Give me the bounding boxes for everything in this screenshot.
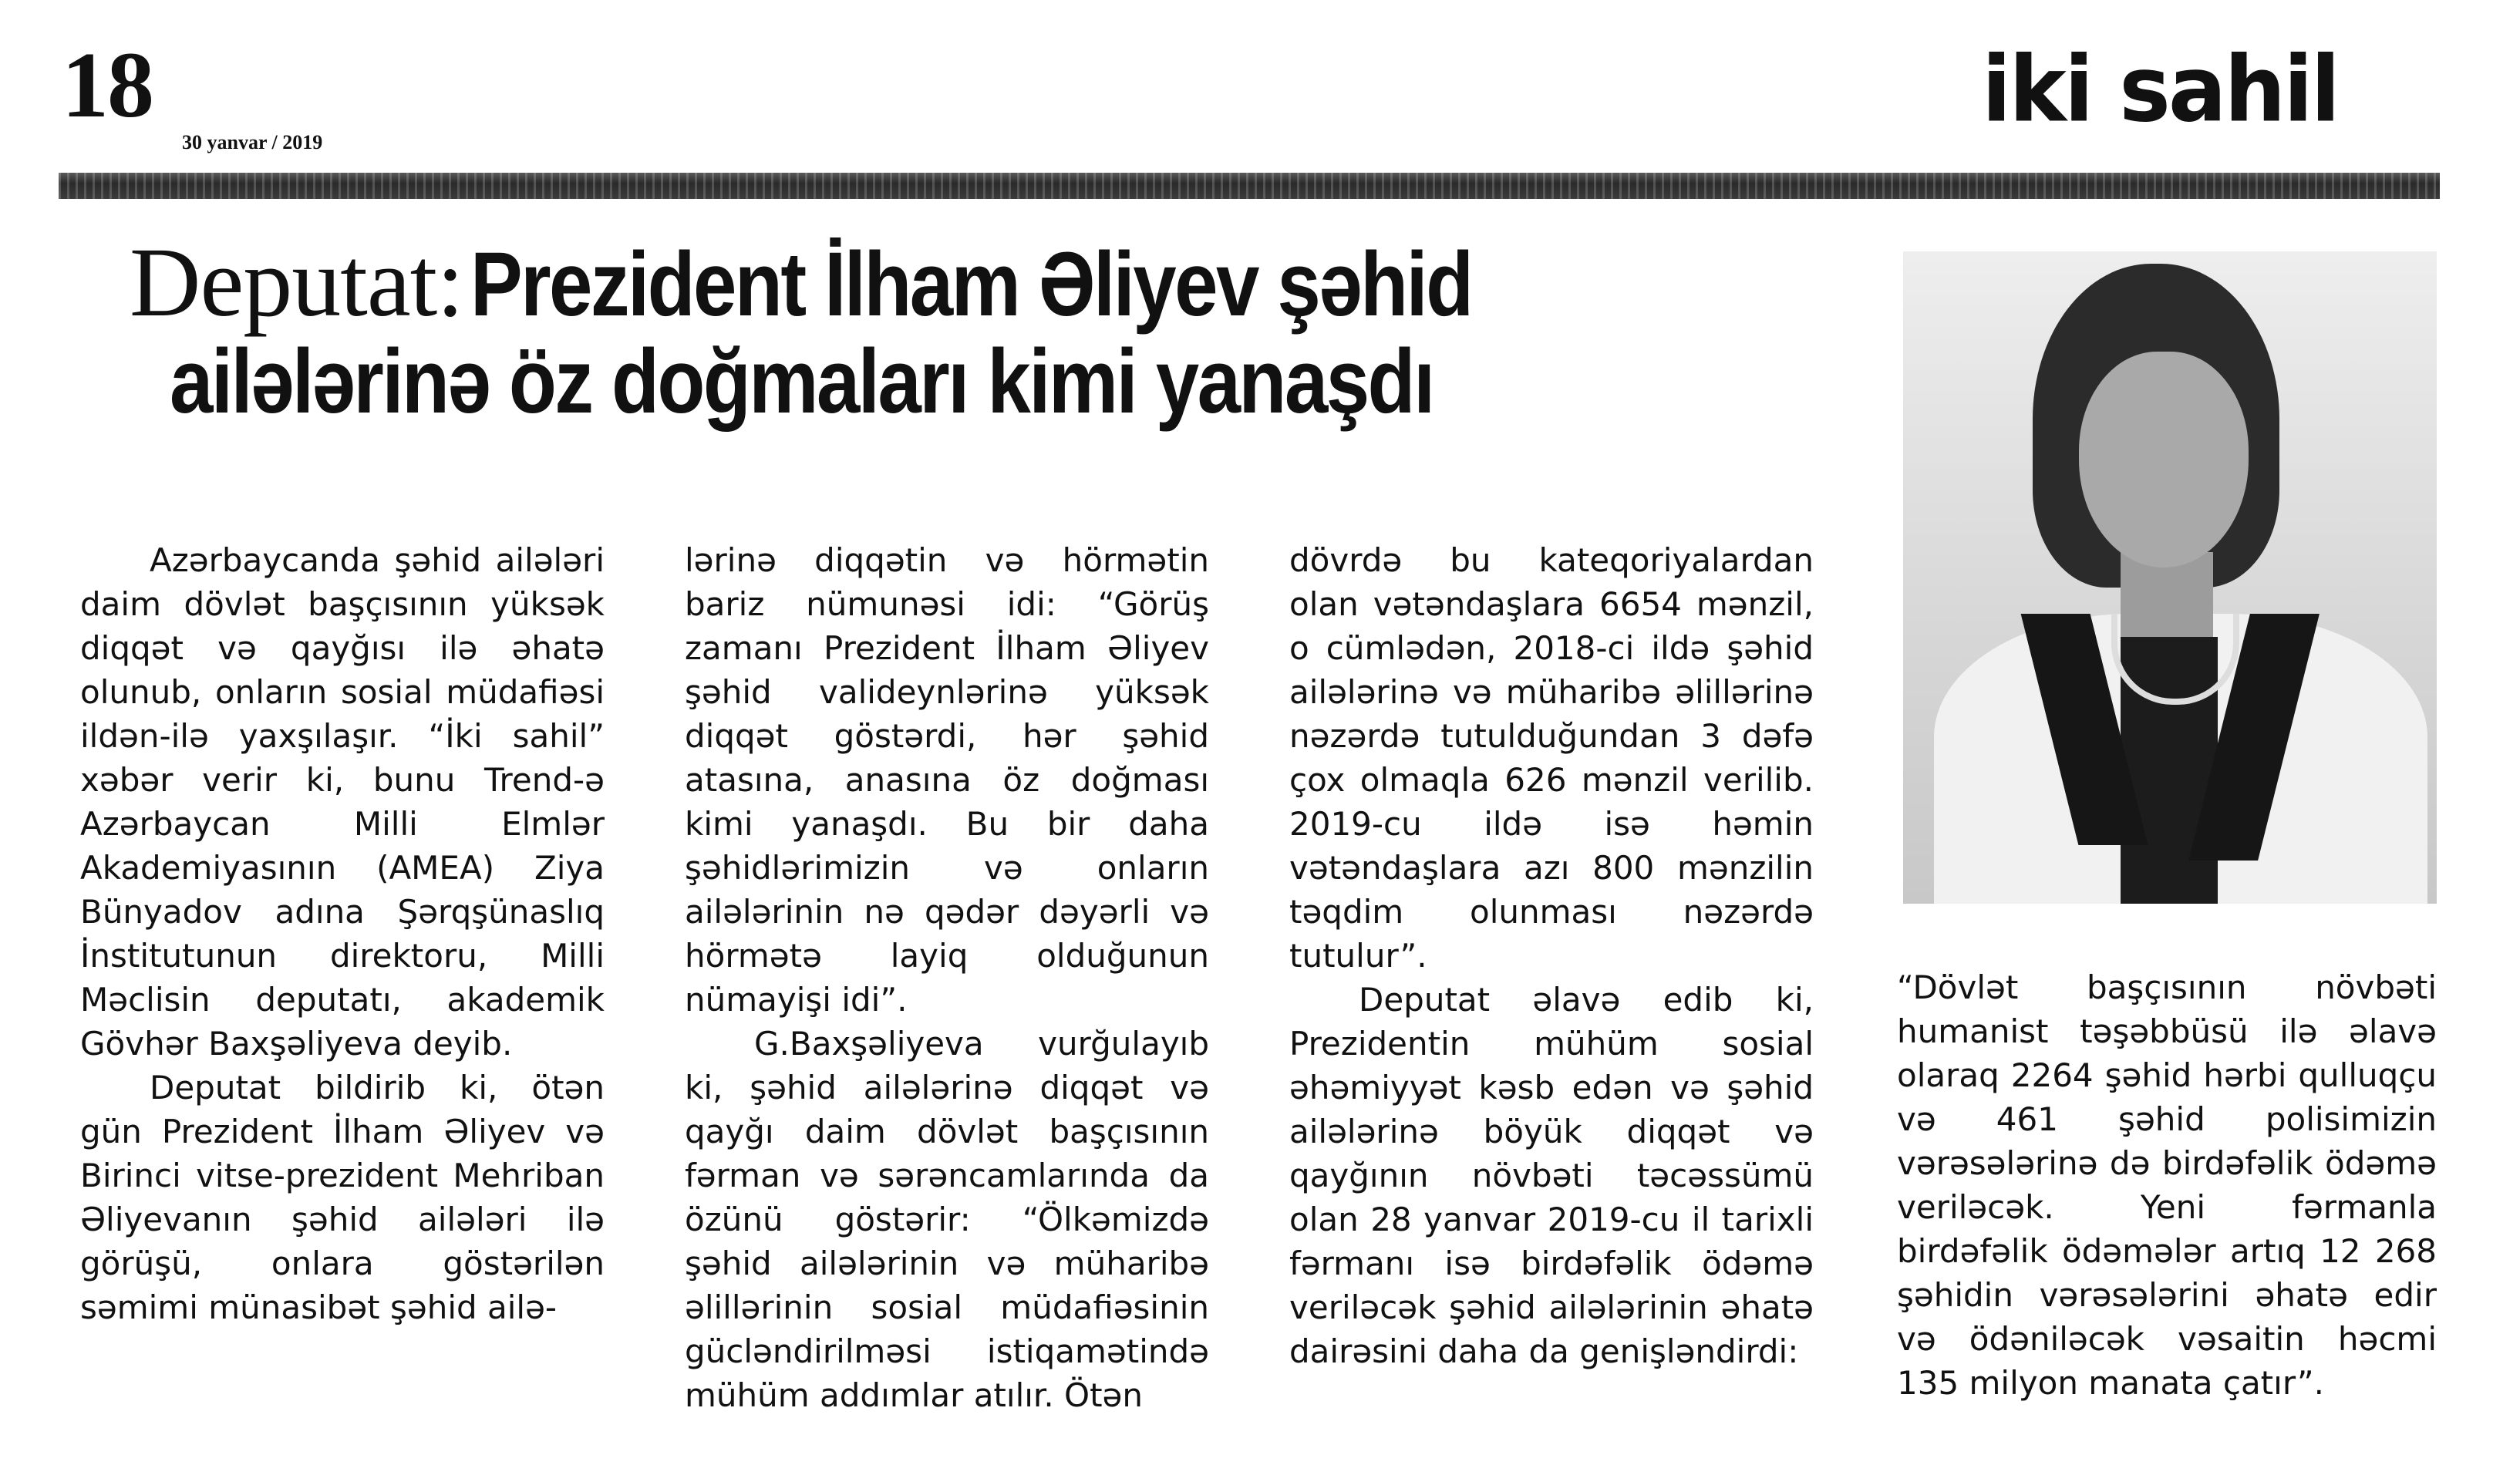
header-rule (59, 173, 2440, 199)
headline-kicker: Deputat: (130, 227, 463, 337)
page-number: 18 (62, 33, 153, 137)
paragraph: “Dövlət başçısının növbəti humanist təşəbbüsü ilə əlavə olaraq 2264 şəhid hərbi qulluqçu və 461 şəhid polisimizin vərəsələrinə də birdəfəlik ödəmə veriləcək. Yeni fərmanla birdəfəlik ödəmələr artıq 12 268 şəhidin vərəsələrini əhatə edir və ödəniləcək vəsaitin həcmi 135 milyon manata çatır”. (1897, 968, 2437, 1402)
issue-date: 30 yanvar / 2019 (182, 131, 323, 153)
headline-line-1 (130, 227, 1826, 337)
article-column-3 (1289, 538, 1814, 1373)
newspaper-masthead: iki sahil (1981, 37, 2338, 143)
paragraph: Deputat əlavə edib ki, Prezidentin mühüm sosial əhəmiyyət kəsb edən və şəhid ailələrinə böyük diqqət və qayğının növbəti təcəssümü olan 28 yanvar 2019-cu il tarixli fərmanı isə birdəfəlik ödəmə veriləcək şəhid ailələrinin əhatə dairəsini daha da genişləndirdi: (1289, 981, 1814, 1370)
paragraph: dövrdə bu kateqoriyalardan olan vətəndaşlara 6654 mənzil, o cümlədən, 2018-ci ildə şəhid ailələrinə və müharibə əlillərinə nəzərdə tutulduğundan 3 dəfə çox olmaqla 626 mənzil verilib. 2019-cu ildə isə həmin vətəndaşlara azı 800 mənzilin təqdim olunması nəzərdə tutulur”. (1289, 541, 1814, 975)
article-column-2 (685, 538, 1209, 1417)
paragraph: lərinə diqqətin və hörmətin bariz nümunəsi idi: “Görüş zamanı Prezident İlham Əliyev şəhid valideynlərinə yüksək diqqət göstərdi, hər şəhid atasına, anasına öz doğması kimi yanaşdı. Bu bir daha şəhidlərimizin və onların ailələrinin nə qədər dəyərli və hörmətə layiq olduğunun nümayişi idi”. (685, 541, 1209, 1019)
headline-main: Prezident İlham Əliyev şəhid (470, 234, 1472, 335)
photo-face (2079, 352, 2249, 568)
portrait-photo (1903, 251, 2437, 904)
headline-line-2: ailələrinə öz doğmaları kimi yanaşdı (170, 331, 1434, 433)
paragraph: Azərbaycanda şəhid ailələri daim dövlət başçısının yüksək diqqət və qayğısı ilə əhatə olunub, onların sosial müdafiəsi ildən-ilə yaxşılaşır. “İki sahil” xəbər verir ki, bunu Trend-ə Azərbaycan Milli Elmlər Akademiyasının (AMEA) Ziya Bünyadov adına Şərqşünaslıq İnstitutunun direktoru, Milli Məclisin deputatı, akademik Gövhər Baxşəliyeva deyib. (80, 541, 605, 1063)
paragraph: G.Baxşəliyeva vurğulayıb ki, şəhid ailələrinə diqqət və qayğı daim dövlət başçısının fərman və sərəncamlarında da özünü göstərir: “Ölkəmizdə şəhid ailələrinin və müharibə əlillərinin sosial müdafiəsinin gücləndirilməsi istiqamətində mühüm addımlar atılır. Ötən (685, 1025, 1209, 1414)
article-column-4 (1897, 965, 2437, 1405)
paragraph: Deputat bildirib ki, ötən gün Prezident İlham Əliyev və Birinci vitse-prezident Mehriban Əliyevanın şəhid ailələri ilə görüşü, onlara göstərilən səmimi münasibət şəhid ailə- (80, 1069, 605, 1326)
article-column-1 (80, 538, 605, 1329)
article-headline (130, 227, 1826, 433)
